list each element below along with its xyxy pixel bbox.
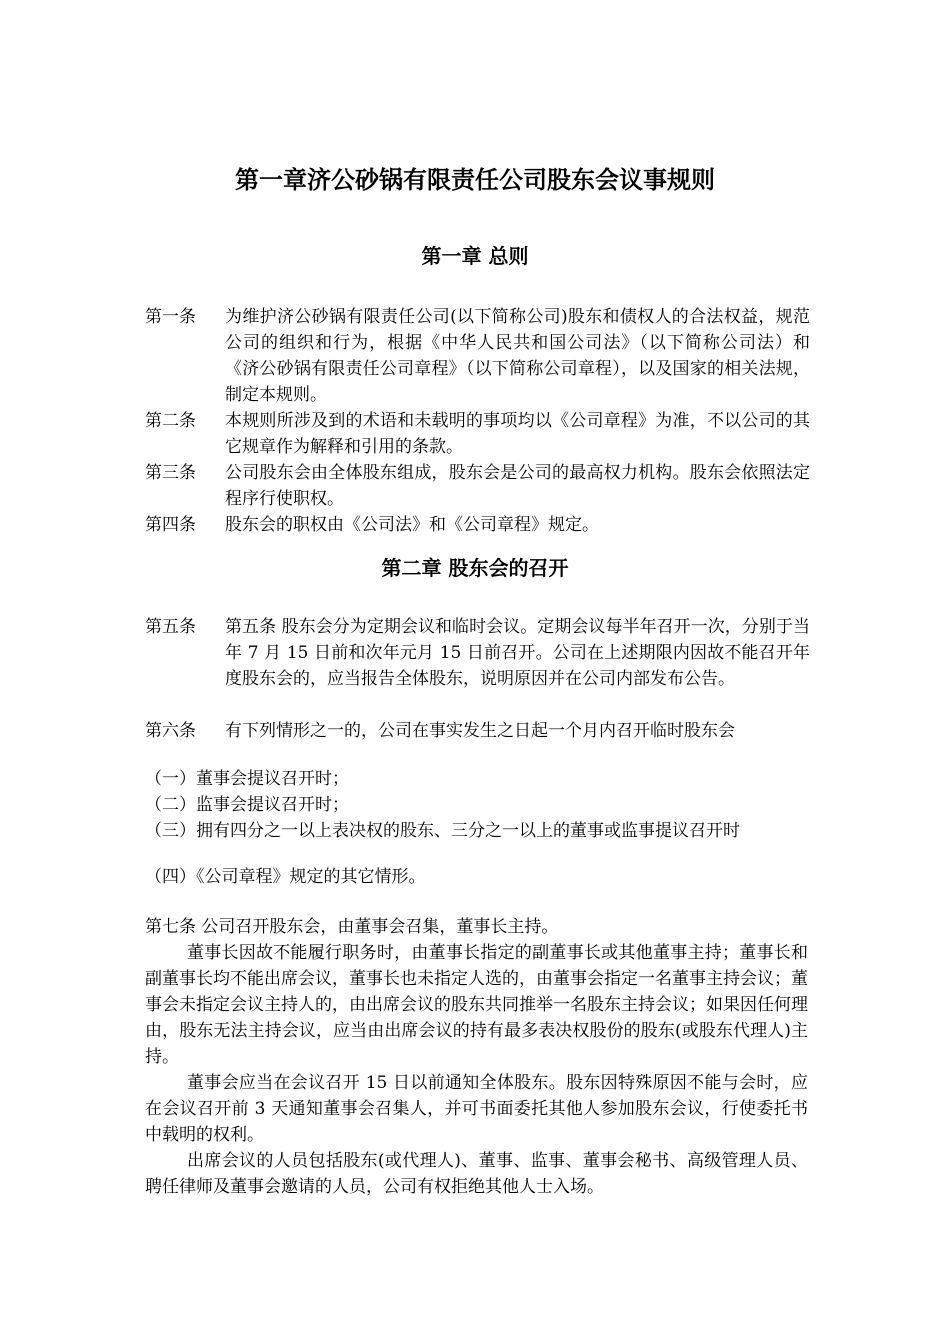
paragraph: 董事长因故不能履行职务时，由董事长指定的副董事长或其他董事主持；董事长和副董事长均不能出席会议，董事长也未指定人选的，由董事会指定一名董事主持会议；董事会未指定会议主持人的，由出席会议的股东共同推举一名股东主持会议；如果因任何理由，股东无法主持会议，应当由出席会议的持有最多表决权股份的股东(或股东代理人)主持。 <box>145 943 808 1067</box>
article-7: 第七条 公司召开股东会，由董事会召集，董事长主持。 <box>145 917 559 937</box>
article-text: 本规则所涉及到的术语和未载明的事项均以《公司章程》为准，不以公司的其它规章作为解释和引用的条款。 <box>225 411 810 457</box>
list-item: （四）《公司章程》规定的其它情形。 <box>145 867 426 887</box>
list-item: （三）拥有四分之一以上表决权的股东、三分之一以上的董事或监事提议召开时 <box>145 821 740 841</box>
article-3 <box>145 460 810 512</box>
paragraph: 出席会议的人员包括股东(或代理人)、董事、监事、董事会秘书、高级管理人员、聘任律师及董事会邀请的人员，公司有权拒绝其他人士入场。 <box>145 1151 808 1197</box>
article-number: 第六条 <box>145 721 196 741</box>
article-number: 第四条 <box>145 515 196 535</box>
article-number: 第三条 <box>145 463 196 483</box>
paragraph: 董事会应当在会议召开 15 日以前通知全体股东。股东因特殊原因不能与会时，应在会议召开前 3 天通知董事会召集人，并可书面委托其他人参加股东会议，行使委托书中载明的权利。 <box>145 1073 808 1145</box>
article-number: 第二条 <box>145 411 196 431</box>
article-1 <box>145 304 810 408</box>
article-6 <box>145 718 810 744</box>
article-5 <box>145 614 810 692</box>
article-text: 有下列情形之一的，公司在事实发生之日起一个月内召开临时股东会 <box>225 721 735 741</box>
article-text: 第五条 股东会分为定期会议和临时会议。定期会议每半年召开一次，分别于当年 7 月 15 日前和次年元月 15 日前召开。公司在上述期限内因故不能召开年度股东会的，应当报告全体股东，说明原因并在公司内部发布公告。 <box>225 617 810 689</box>
chapter-1-title: 第一章 总则 <box>421 244 529 268</box>
article-text: 股东会的职权由《公司法》和《公司章程》规定。 <box>225 515 599 535</box>
article-text: 公司股东会由全体股东组成，股东会是公司的最高权力机构。股东会依照法定程序行使职权。 <box>225 463 810 509</box>
document-title: 第一章济公砂锅有限责任公司股东会议事规则 <box>235 165 715 194</box>
chapter-2-title: 第二章 股东会的召开 <box>381 556 569 580</box>
list-item: （一）董事会提议召开时； <box>145 769 349 789</box>
article-number: 第一条 <box>145 307 196 327</box>
article-2 <box>145 408 810 460</box>
article-4 <box>145 512 810 538</box>
list-item: （二）监事会提议召开时； <box>145 795 349 815</box>
article-text: 为维护济公砂锅有限责任公司(以下简称公司)股东和债权人的合法权益，规范公司的组织和行为，根据《中华人民共和国公司法》（以下简称公司法）和《济公砂锅有限责任公司章程》（以下简称公司章程），以及国家的相关法规，制定本规则。 <box>225 307 810 405</box>
article-number: 第五条 <box>145 617 196 637</box>
